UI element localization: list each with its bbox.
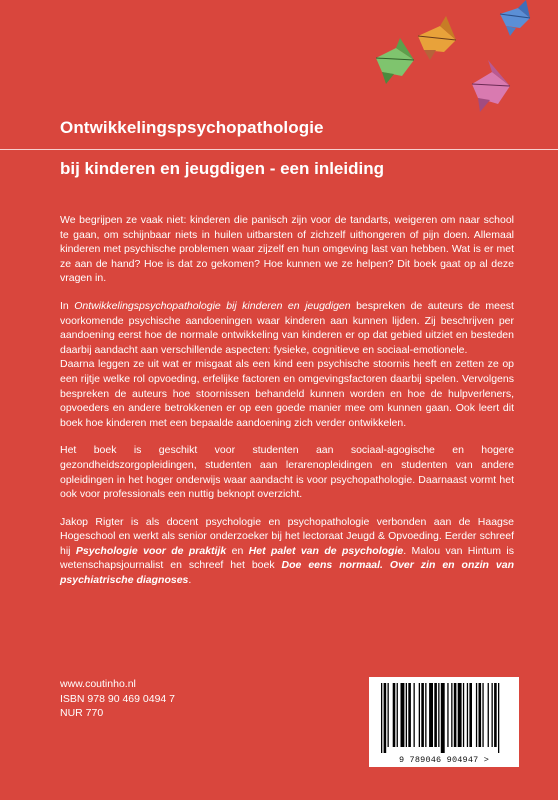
nur-code: NUR 770 (60, 707, 104, 720)
text-fragment: In (60, 299, 75, 312)
blurb (60, 213, 514, 601)
text-fragment: Daarna leggen ze uit wat er misgaat als een kind een psychische stoornis heeft en zetten ze op een rijtje welke rol opvoeding, erfelijke factoren en omgevingsfactoren daarbij spelen. Vervolgens bespreken de auteurs hoe stoornissen behandeld kunnen worden en hoe de hulpverleners, opvoeders en andere betrokkenen er op een goede manier mee om kunnen gaan. Ook leert dit boek hoe kinderen met een bepaalde aandoening zich verder ontwikkelen. (60, 358, 514, 429)
barcode-bar (419, 683, 420, 747)
isbn: ISBN 978 90 469 0494 7 (60, 692, 176, 705)
book-title-italic: Ontwikkelingspsychopathologie bij kinderen en jeugdigen (74, 299, 351, 312)
barcode-bar (441, 683, 445, 753)
text-fragment: Jakop Rigter is als docent psychologie en psychopathologie verbonden aan de Haagse Hogeschool en werkt als senior onderzoeker bij het lectoraat Jeugd & Opvoeding. Eerder schreef hij (60, 515, 514, 557)
barcode-bars (369, 677, 519, 755)
text-fragment: en (226, 544, 249, 557)
paragraph-content (60, 299, 514, 430)
barcode-bar (469, 683, 472, 747)
barcode-bar (467, 683, 468, 747)
barcode-bar (401, 683, 405, 747)
barcode-bar (397, 683, 398, 747)
text-fragment: . Malou van Hintum is wetenschapsjournalist en schreef het boek (60, 544, 515, 572)
origami-birds-illustration (360, 0, 558, 120)
barcode-bar (438, 683, 439, 747)
barcode-bar (408, 683, 411, 747)
barcode-bar (488, 683, 489, 747)
barcode-bar (458, 683, 462, 747)
barcode-bar (425, 683, 426, 747)
barcode-bar (476, 683, 477, 747)
book-title-1: Psychologie voor de praktijk (75, 544, 227, 557)
barcode-bar (463, 683, 464, 747)
publication-info (60, 677, 175, 721)
barcode-digits: 9 789046 904947 > (398, 755, 490, 765)
barcode-bar (384, 683, 387, 753)
text-fragment: bespreken de auteurs de meest voorkomende psychische aandoeningen waar kinderen aan kunnen lijden. Zij beschrijven per aandoening eerst hoe de normale ontwikkeling van kinderen er op dat gebied uitziet en besteden daarbij aandacht aan verschillende aspecten: fysieke, cognitieve en sociaal-emotionele. (60, 299, 514, 356)
paragraph-intro: We begrijpen ze vaak niet: kinderen die panisch zijn voor de tandarts, weigeren om naar school te gaan, om schijnbaar niets in huilen uitbarsten of zichzelf uithongeren of pijn doen. Allemaal kinderen met psychische problemen waar zijzelf en hun omgeving last van hebben. Wat is er met ze aan de hand? Hoe is dat zo gekomen? Hoe kunnen we ze helpen? Dit boek gaat op al deze vragen in. (60, 214, 514, 285)
bird-blue-icon (500, 0, 530, 36)
barcode-bar (447, 683, 448, 747)
barcode-bar (451, 683, 452, 747)
barcode-bar (429, 683, 433, 747)
book-title-2: Het palet van de psychologie (248, 544, 404, 557)
text-fragment: . (188, 574, 192, 587)
barcode-bar (434, 683, 437, 747)
barcode-bar (479, 683, 482, 747)
bird-pink-icon (472, 60, 510, 112)
barcode-bar (381, 683, 382, 753)
title-line-1: Ontwikkelingspsychopathologie (60, 118, 324, 137)
barcode-bar (406, 683, 407, 747)
publisher-website[interactable]: www.coutinho.nl (60, 678, 136, 690)
barcode-bar (492, 683, 493, 747)
title-divider (0, 149, 558, 150)
barcode-bar (421, 683, 424, 747)
title-line-2: bij kinderen en jeugdigen - een inleiding (60, 159, 384, 178)
barcode-bar (388, 683, 389, 747)
barcode-bar (494, 683, 497, 747)
barcode (369, 677, 519, 767)
paragraph-authors (60, 515, 514, 588)
barcode-bar (414, 683, 415, 747)
barcode-bar (498, 683, 499, 753)
barcode-bar (393, 683, 396, 747)
bird-green-icon (376, 38, 414, 84)
book-title-3: Doe eens normaal. Over zin en onzin van psychiatrische diagnoses (60, 559, 514, 587)
bird-orange-icon (418, 16, 456, 60)
barcode-bar (482, 683, 483, 747)
barcode-bar (454, 683, 457, 747)
paragraph-audience: Het boek is geschikt voor studenten aan sociaal-agogische en hogere gezondheidszorgopleidingen, studenten aan lerarenopleidingen en studenten van andere opleidingen in het hoger onderwijs waar aandacht is voor psychopathologie. Daarnaast vormt het ook voor professionals een nuttig beknopt overzicht. (60, 444, 514, 501)
